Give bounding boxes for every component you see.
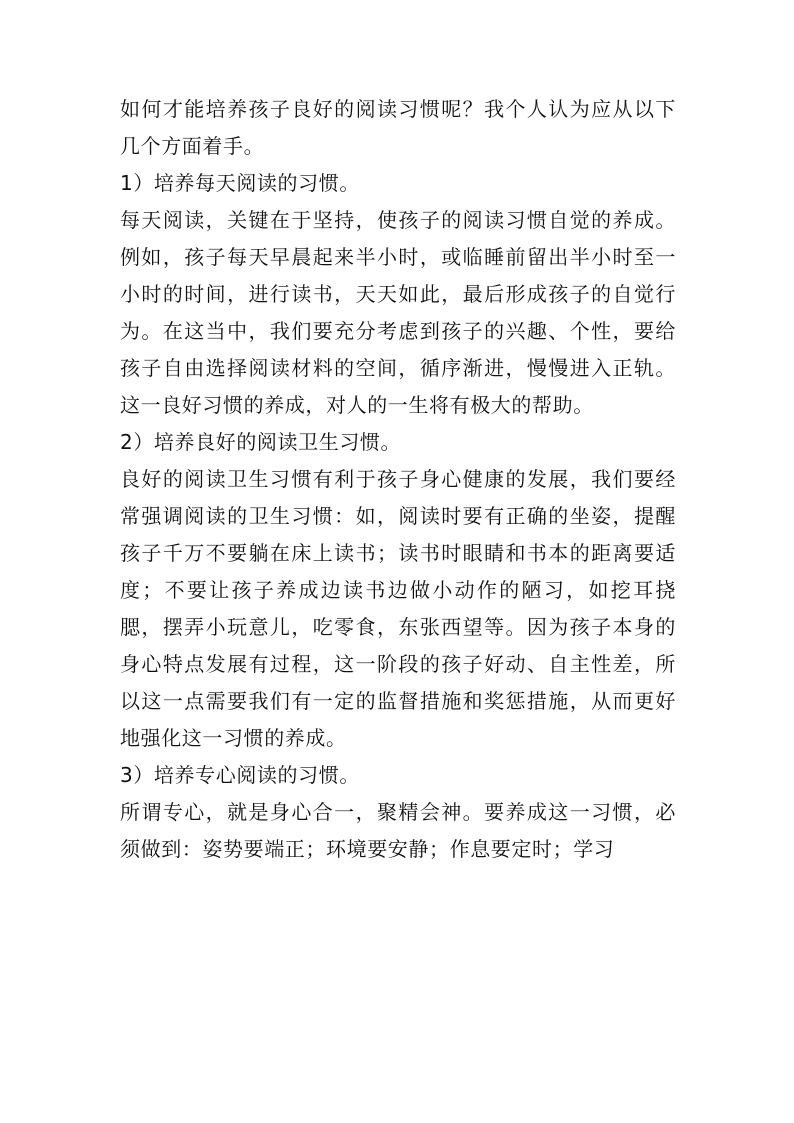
- document-body: [120, 91, 676, 868]
- section-1-paragraph: 每天阅读，关键在于坚持，使孩子的阅读习惯自觉的养成。例如，孩子每天早晨起来半小时，或临睡前留出半小时至一小时的时间，进行读书，天天如此，最后形成孩子的自觉行为。在这当中，我们要充分考虑到孩子的兴趣、个性，要给孩子自由选择阅读材料的空间，循序渐进，慢慢进入正轨。这一良好习惯的养成，对人的一生将有极大的帮助。: [120, 208, 676, 417]
- intro-paragraph: 如何才能培养孩子良好的阅读习惯呢？我个人认为应从以下几个方面着手。: [120, 97, 676, 158]
- section-3-heading: 3）培养专心阅读的习惯。: [120, 763, 360, 787]
- section-2-heading: 2）培养良好的阅读卫生习惯。: [120, 430, 402, 454]
- section-2-paragraph: 良好的阅读卫生习惯有利于孩子身心健康的发展，我们要经常强调阅读的卫生习惯：如，阅读时要有正确的坐姿，提醒孩子千万不要躺在床上读书；读书时眼睛和书本的距离要适度；不要让孩子养成边读书边做小动作的陋习，如挖耳挠腮，摆弄小玩意儿，吃零食，东张西望等。因为孩子本身的身心特点发展有过程，这一阶段的孩子好动、自主性差，所以这一点需要我们有一定的监督措施和奖惩措施，从而更好地强化这一习惯的养成。: [120, 467, 676, 750]
- section-3-paragraph: 所谓专心，就是身心合一，聚精会神。要养成这一习惯，必须做到：姿势要端正；环境要安静；作息要定时；学习: [120, 800, 676, 861]
- section-1-heading: 1）培养每天阅读的习惯。: [120, 171, 360, 195]
